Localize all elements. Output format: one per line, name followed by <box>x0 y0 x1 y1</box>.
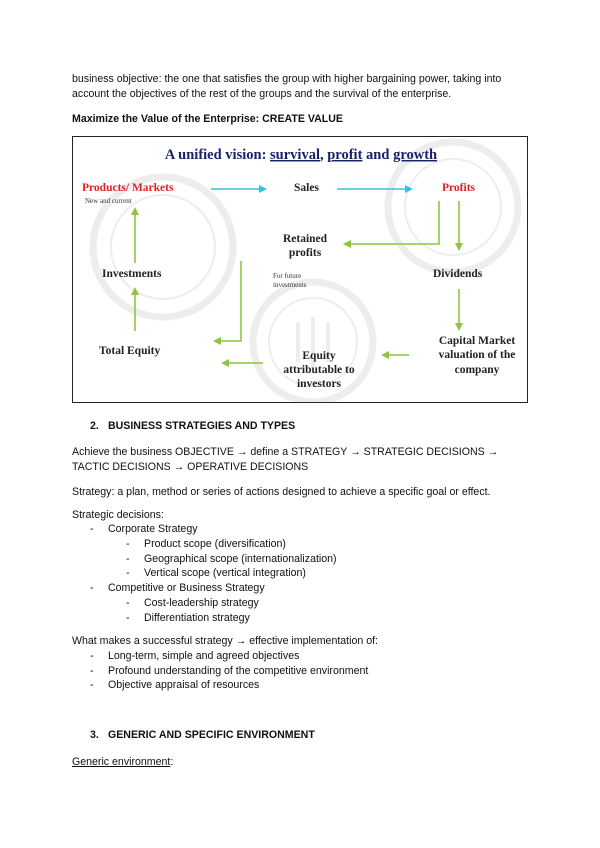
node-capital-market-line3: company <box>454 364 500 376</box>
intro-paragraph <box>72 72 532 102</box>
intro-line-1: business objective: the one that satisfies the group with higher bargaining power, taking into <box>72 73 502 85</box>
node-products-markets: Products/ Markets <box>82 182 174 194</box>
diagram-canvas <box>73 137 527 402</box>
node-capital-market-line1: Capital Market <box>438 335 516 347</box>
list-item: - Competitive or Business Strategy <box>90 582 265 594</box>
section-2-heading <box>90 420 295 432</box>
node-capital-market-line2: valuation of the <box>438 349 516 361</box>
diagram-title: A unified vision: survival, profit and growth <box>164 147 438 163</box>
list-item: - Product scope (diversification) <box>126 538 286 550</box>
strategy-chain-line-1: Achieve the business OBJECTIVE → define a STRATEGY → STRATEGIC DECISIONS → <box>72 446 499 458</box>
list-item: - Vertical scope (vertical integration) <box>126 567 306 580</box>
success-label: What makes a successful strategy → effective implementation of: <box>72 635 378 647</box>
node-retained-profits-line1: Retained <box>282 233 328 245</box>
success-factors-list <box>90 649 369 693</box>
list-item: - Profound understanding of the competitive environment <box>90 664 369 677</box>
node-investments: Investments <box>102 268 162 280</box>
section-2-title: BUSINESS STRATEGIES AND TYPES <box>108 420 296 432</box>
section-3-number: 3. <box>90 729 99 741</box>
note-future-line1: For future <box>273 272 302 280</box>
section-3-heading <box>90 729 315 741</box>
node-equity-line2: attributable to <box>283 364 355 376</box>
intro-line-2: account the objectives of the rest of the groups and the survival of the enterprise. <box>72 88 452 100</box>
strategy-definition: Strategy: a plan, method or series of actions designed to achieve a specific goal or effect. <box>72 486 491 498</box>
list-item: - Objective appraisal of resources <box>90 679 260 692</box>
list-item: - Differentiation strategy <box>126 611 250 624</box>
note-future-line2: investments <box>273 281 307 289</box>
node-retained-profits-line2: profits <box>288 247 322 259</box>
unified-vision-diagram <box>72 136 528 403</box>
strategy-chain <box>72 445 532 475</box>
node-sales: Sales <box>294 182 319 194</box>
generic-environment-label: Generic environment: <box>72 756 174 768</box>
list-item: - Long-term, simple and agreed objectives <box>90 650 300 662</box>
node-profits: Profits <box>442 182 476 194</box>
list-item: - Cost-leadership strategy <box>126 597 259 609</box>
strategic-decisions-label: Strategic decisions: <box>72 509 164 521</box>
generic-environment-text: Generic environment <box>72 756 171 768</box>
note-new-current: New and current <box>85 197 132 205</box>
node-equity-line1: Equity <box>302 350 336 362</box>
competitive-strategy-list <box>90 581 265 596</box>
list-item: - Corporate Strategy <box>90 523 198 535</box>
node-total-equity: Total Equity <box>99 345 161 357</box>
corporate-scope-list <box>126 537 337 581</box>
list-item: - Geographical scope (internationalization) <box>126 552 337 565</box>
node-dividends: Dividends <box>433 268 483 280</box>
section-3-title: GENERIC AND SPECIFIC ENVIRONMENT <box>108 729 315 741</box>
node-equity-line3: investors <box>296 378 342 390</box>
maximize-heading: Maximize the Value of the Enterprise: CREATE VALUE <box>72 113 343 125</box>
competitive-types-list <box>126 596 259 625</box>
section-2-number: 2. <box>90 420 99 432</box>
corporate-strategy-list <box>90 522 198 537</box>
strategy-chain-line-2: TACTIC DECISIONS → OPERATIVE DECISIONS <box>72 461 309 473</box>
